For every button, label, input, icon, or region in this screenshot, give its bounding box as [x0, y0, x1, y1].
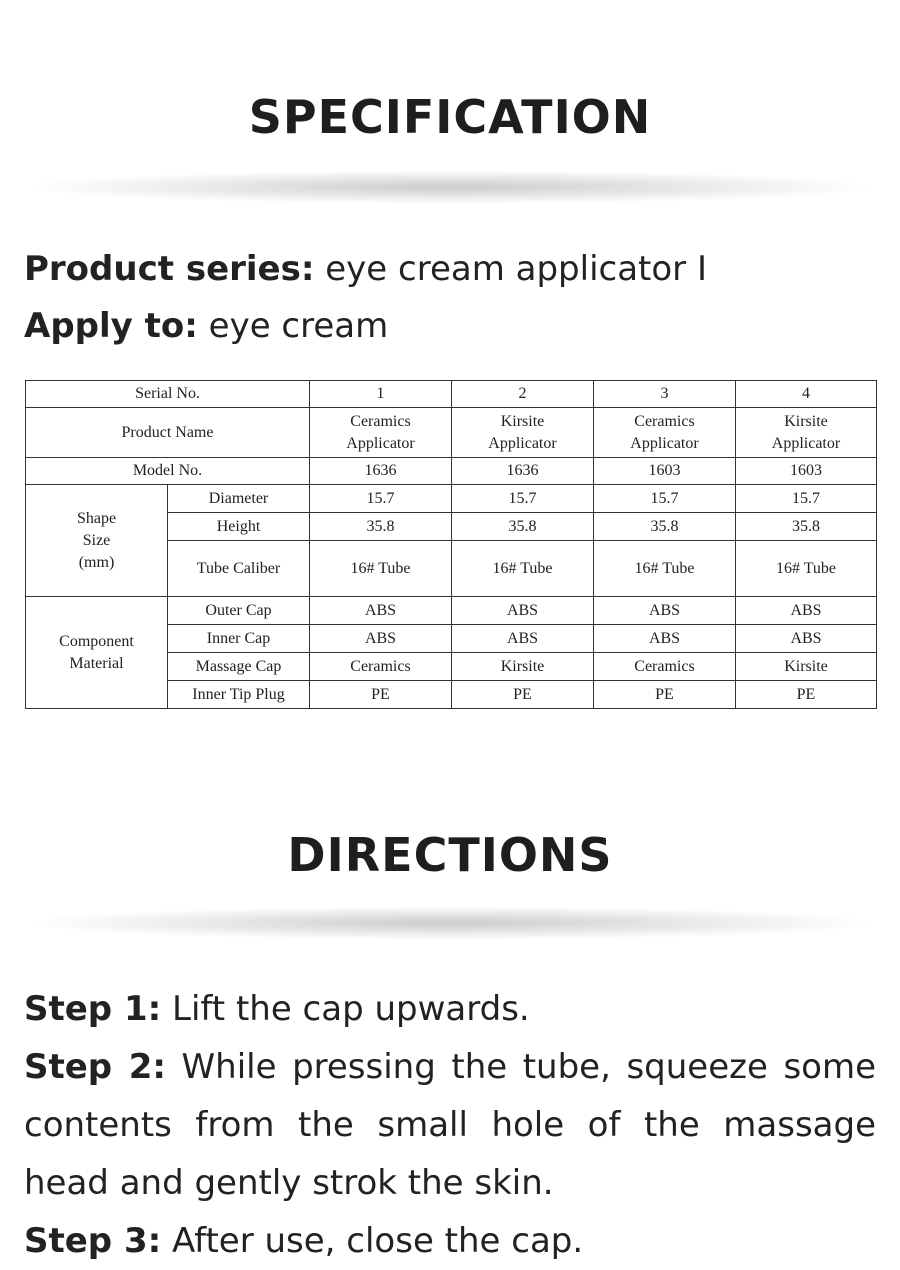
table-cell: 35.8: [736, 513, 877, 541]
step-item: [24, 1038, 876, 1212]
table-cell: 2: [452, 381, 594, 408]
product-series-value: eye cream applicator I: [314, 249, 707, 289]
inner-tip-plug-label: Inner Tip Plug: [168, 681, 310, 709]
table-row: [26, 408, 877, 458]
table-cell: Kirsite Applicator: [736, 408, 877, 458]
table-cell: 35.8: [594, 513, 736, 541]
table-cell: 15.7: [736, 485, 877, 513]
table-cell: 15.7: [594, 485, 736, 513]
table-cell: 16# Tube: [594, 541, 736, 597]
step-item: [24, 980, 876, 1038]
table-cell: ABS: [310, 625, 452, 653]
title-shadow-divider: [20, 906, 880, 940]
height-label: Height: [168, 513, 310, 541]
product-name-label: Product Name: [26, 408, 310, 458]
table-cell: 3: [594, 381, 736, 408]
table-cell: 15.7: [452, 485, 594, 513]
table-cell: PE: [736, 681, 877, 709]
directions-steps: [24, 980, 876, 1270]
directions-title: DIRECTIONS: [287, 828, 613, 882]
table-row: [26, 597, 877, 625]
table-cell: 4: [736, 381, 877, 408]
step-item: [24, 1212, 876, 1270]
shape-size-group-label: Shape Size (mm): [26, 485, 168, 597]
title-shadow-divider: [20, 170, 880, 204]
table-cell: ABS: [452, 597, 594, 625]
specification-table: [25, 380, 877, 709]
outer-cap-label: Outer Cap: [168, 597, 310, 625]
table-cell: 16# Tube: [736, 541, 877, 597]
table-row: [26, 485, 877, 513]
table-cell: 16# Tube: [452, 541, 594, 597]
apply-to-line: [24, 306, 388, 346]
table-cell: 35.8: [452, 513, 594, 541]
table-cell: Ceramics: [594, 653, 736, 681]
step-label: Step 2:: [24, 1047, 166, 1087]
component-material-group-label: Component Material: [26, 597, 168, 709]
apply-to-value: eye cream: [197, 306, 389, 346]
diameter-label: Diameter: [168, 485, 310, 513]
table-row: [26, 458, 877, 485]
table-cell: 1636: [452, 458, 594, 485]
step-label: Step 3:: [24, 1221, 162, 1261]
table-cell: Ceramics: [310, 653, 452, 681]
table-cell: Kirsite: [452, 653, 594, 681]
product-series-label: Product series:: [24, 249, 315, 289]
table-cell: 1: [310, 381, 452, 408]
specification-title: SPECIFICATION: [248, 90, 652, 144]
product-series-line: [24, 249, 707, 289]
tube-caliber-label: Tube Caliber: [168, 541, 310, 597]
table-cell: PE: [310, 681, 452, 709]
massage-cap-label: Massage Cap: [168, 653, 310, 681]
table-cell: 1603: [736, 458, 877, 485]
table-cell: Kirsite: [736, 653, 877, 681]
table-cell: Ceramics Applicator: [594, 408, 736, 458]
table-cell: ABS: [310, 597, 452, 625]
table-cell: 1603: [594, 458, 736, 485]
step-label: Step 1:: [24, 989, 162, 1029]
table-cell: 16# Tube: [310, 541, 452, 597]
table-cell: Kirsite Applicator: [452, 408, 594, 458]
step-text: While pressing the tube, squeeze some contents from the small hole of the massage head and gently strok the skin.: [24, 1047, 877, 1203]
step-text: After use, close the cap.: [161, 1221, 584, 1261]
table-cell: ABS: [594, 597, 736, 625]
table-cell: ABS: [594, 625, 736, 653]
table-row: [26, 381, 877, 408]
serial-label: Serial No.: [26, 381, 310, 408]
table-cell: 35.8: [310, 513, 452, 541]
table-cell: Ceramics Applicator: [310, 408, 452, 458]
step-text: Lift the cap upwards.: [161, 989, 530, 1029]
apply-to-label: Apply to:: [24, 306, 198, 346]
model-label: Model No.: [26, 458, 310, 485]
table-cell: ABS: [736, 625, 877, 653]
table-cell: ABS: [452, 625, 594, 653]
table-cell: PE: [452, 681, 594, 709]
table-cell: 15.7: [310, 485, 452, 513]
inner-cap-label: Inner Cap: [168, 625, 310, 653]
table-cell: 1636: [310, 458, 452, 485]
table-cell: PE: [594, 681, 736, 709]
table-cell: ABS: [736, 597, 877, 625]
